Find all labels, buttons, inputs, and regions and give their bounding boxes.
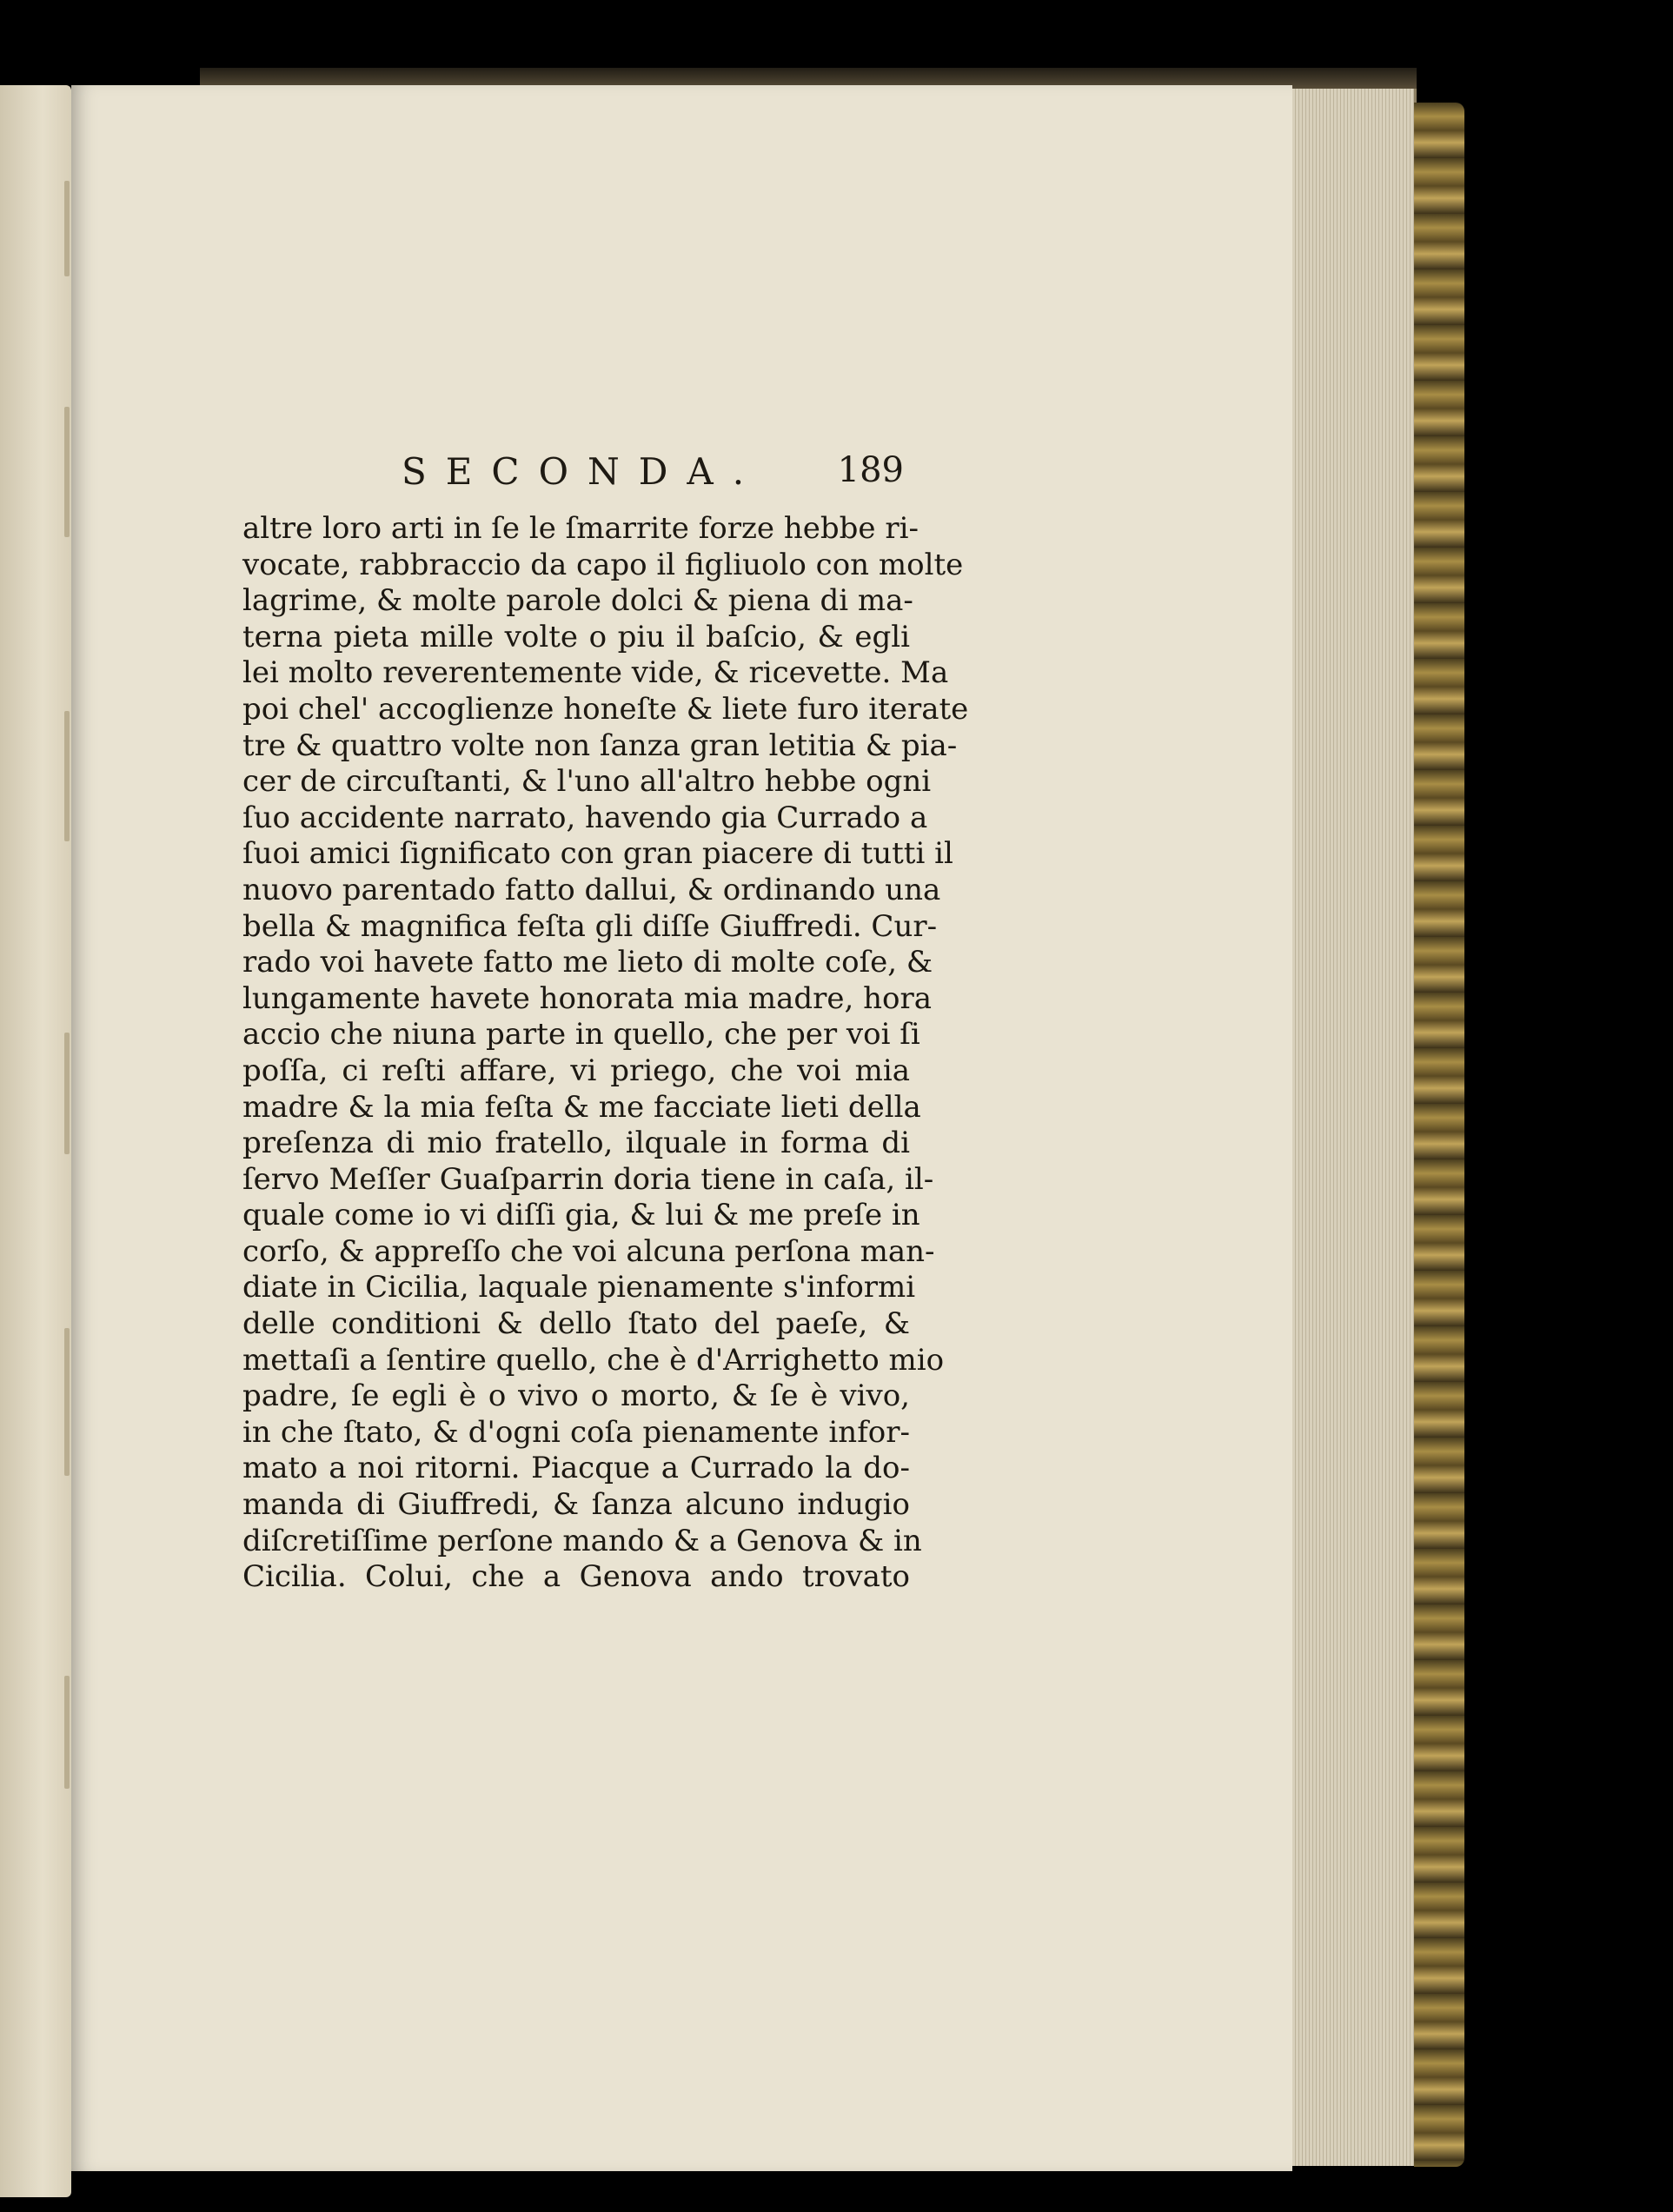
text-line: padre, ſe egli è o vivo o morto, & ſe è vivo,	[242, 1378, 910, 1414]
text-line: mato a noi ritorni. Piacque a Currado la do-	[242, 1451, 910, 1486]
text-line: ſuoi amici ſignificato con gran piacere di tutti il	[242, 836, 953, 872]
binding-stitch	[64, 711, 70, 841]
binding-stitch	[64, 407, 70, 537]
left-page-edge	[0, 85, 71, 2197]
text-line: vocate, rabbraccio da capo il figliuolo con molte	[242, 547, 964, 582]
text-line: poſſa, ci reſti affare, vi priego, che voi mia	[242, 1053, 910, 1088]
text-line: delle conditioni & dello ſtato del paeſe, &	[242, 1306, 910, 1342]
binding-stitch	[64, 1033, 70, 1154]
text-line: ſervo Meſſer Guaſparrin doria tiene in caſa, il-	[242, 1161, 934, 1197]
binding-stitch	[64, 1328, 70, 1476]
text-line: lungamente havete honorata mia madre, hora	[242, 980, 932, 1016]
text-line: in che ſtato, & d'ogni coſa pienamente infor-	[242, 1414, 910, 1450]
text-line: lei molto reverentemente vide, & ricevette. Ma	[242, 655, 949, 691]
text-line: accio che niuna parte in quello, che per voi ſi	[242, 1017, 920, 1053]
text-line: poi chel' accoglienze honeſte & liete furo iterate	[242, 691, 969, 727]
text-line: altre loro arti in ſe le ſmarrite forze hebbe ri-	[242, 511, 919, 546]
gilded-spine	[1414, 103, 1464, 2167]
binding-stitch	[64, 1676, 70, 1789]
running-head	[402, 450, 904, 502]
text-line: cer de circuſtanti, & l'uno all'altro hebbe ogni	[242, 764, 932, 800]
text-line: manda di Giuffredi, & ſanza alcuno indugio	[242, 1487, 910, 1523]
text-line: Cicilia. Colui, che a Genova ando trovato	[242, 1559, 910, 1595]
text-line: bella & magnifica feſta gli diſſe Giuffredi. Cur-	[242, 908, 938, 944]
body-text	[242, 511, 969, 1596]
text-line: corſo, & appreſſo che voi alcuna perſona man-	[242, 1233, 935, 1269]
text-line: rado voi havete fatto me lieto di molte coſe, &	[242, 945, 933, 980]
text-line: madre & la mia feſta & me facciate lieti della	[242, 1089, 921, 1125]
text-line: quale come io vi diſſi gia, & lui & me preſe in	[242, 1198, 920, 1233]
text-line: diſcretiſſime perſone mando & a Genova & in	[242, 1523, 922, 1558]
text-line: nuovo parentado fatto dallui, & ordinando una	[242, 872, 941, 907]
text-line: mettaſi a ſentire quello, che è d'Arrighetto mio	[242, 1342, 945, 1378]
text-line: lagrime, & molte parole dolci & piena di ma-	[242, 583, 913, 619]
text-line: ſuo accidente narrato, havendo gia Currado a	[242, 800, 928, 835]
text-line: tre & quattro volte non ſanza gran letitia & pia-	[242, 727, 958, 763]
running-head-title: SECONDA.	[402, 450, 764, 493]
page-edges	[1292, 89, 1417, 2166]
binding-stitch	[64, 181, 70, 276]
text-line: diate in Cicilia, laquale pienamente s'informi	[242, 1270, 916, 1305]
page-number: 189	[837, 450, 904, 490]
text-line: terna pieta mille volte o piu il baſcio, & egli	[242, 619, 910, 654]
text-line: preſenza di mio fratello, ilquale in forma di	[242, 1126, 910, 1161]
